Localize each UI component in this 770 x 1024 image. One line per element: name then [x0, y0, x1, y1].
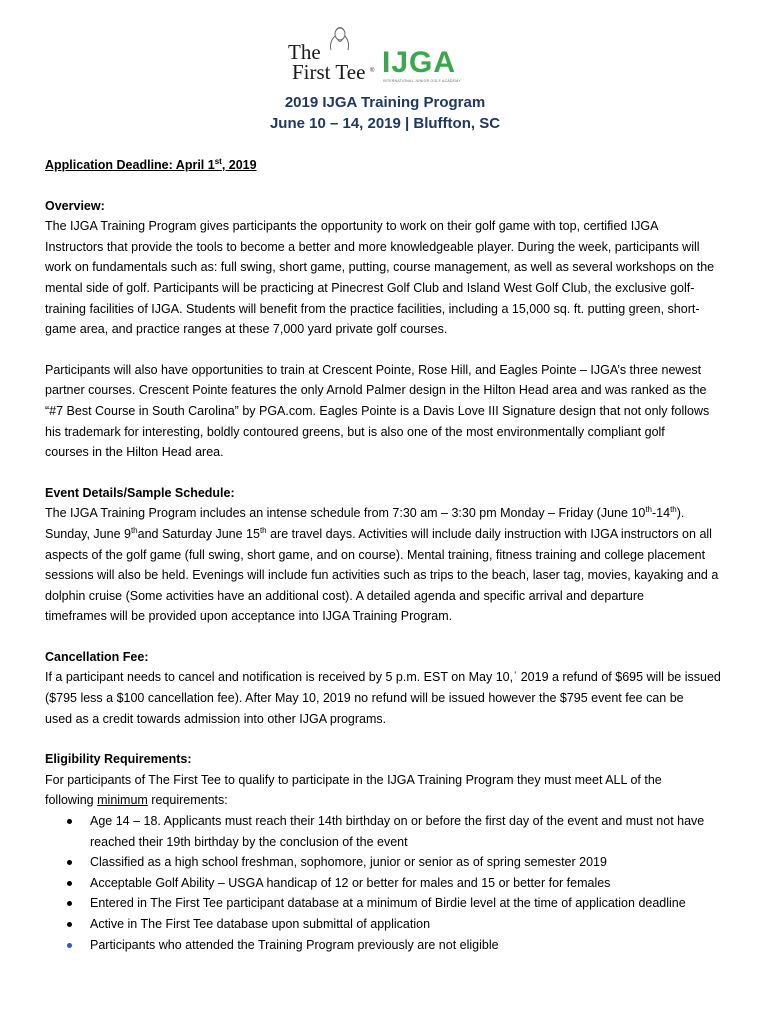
event-line: timeframes will be provided upon acceptance into IJGA Training Program. — [45, 609, 453, 624]
requirement-item: Participants who attended the Training Program previously are not eligible — [45, 935, 733, 956]
event-line: aspects of the golf game (full swing, short game, and on course). Mental training, fitness training and college placement — [45, 547, 706, 562]
overview-line: The IJGA Training Program gives participants the opportunity to work on their golf game with top, certified IJGA — [45, 219, 659, 234]
ijga-logo — [382, 48, 486, 88]
title-line-2: June 10 – 14, 2019 | Bluffton, SC — [269, 115, 501, 132]
overview-line: Instructors that provide the tools to become a better and more knowledgeable player. During the week, participants will — [45, 239, 700, 254]
cancellation-line: used as a credit towards admission into other IJGA programs. — [45, 711, 387, 726]
event-details-section — [45, 483, 733, 627]
ijga-wordmark: IJGA — [382, 46, 457, 79]
overview-line: training facilities of IJGA. Students will benefit from the practice facilities, including a 15,000 sq. ft. putting green, short- — [45, 301, 700, 316]
event-line: dolphin cruise (Some activities have an additional cost). A detailed agenda and specific arrival and departure — [45, 588, 644, 603]
eligibility-heading: Eligibility Requirements: — [45, 752, 192, 767]
application-deadline: Application Deadline: April 1st, 2019 — [45, 156, 257, 172]
overview-line: work on fundamentals such as: full swing, short game, putting, course management, as well as several workshops on the — [45, 260, 715, 275]
overview-line: “#7 Best Course in South Carolina” by PGA.com. Eagles Pointe is a Davis Love III Signature design that not only follows — [45, 403, 710, 418]
requirement-item: Age 14 – 18. Applicants must reach their 14th birthday on or before the first day of the event and must not have reached their 19th birthday by the conclusion of the event — [45, 811, 733, 852]
eligibility-section — [45, 749, 733, 955]
requirement-item: Acceptable Golf Ability – USGA handicap of 12 or better for males and 15 or better for females — [45, 873, 733, 894]
first-tee-word-the: The — [288, 40, 321, 64]
cancellation-heading: Cancellation Fee: — [45, 649, 149, 664]
cancellation-line: If a participant needs to cancel and notification is received by 5 p.m. EST on May 10,ˈ 2019 a refund of $695 will be issued — [45, 670, 721, 685]
event-details-heading: Event Details/Sample Schedule: — [45, 485, 235, 500]
eligibility-intro: following minimum requirements: — [45, 793, 228, 808]
overview-section — [45, 196, 733, 463]
overview-line: Participants will also have opportunities to train at Crescent Pointe, Rose Hill, and Eagles Pointe – IJGA’s three newest — [45, 362, 702, 377]
requirement-item: Entered in The First Tee participant database at a minimum of Birdie level at the time of application deadline — [45, 893, 733, 914]
requirements-list — [45, 811, 733, 955]
cancellation-section — [45, 647, 733, 729]
overview-line: game area, and practice ranges at these 7,000 yard private golf courses. — [45, 322, 448, 337]
event-line: The IJGA Training Program includes an intense schedule from 7:30 am – 3:30 pm Monday – Friday (June 10th-14th). — [45, 505, 685, 521]
document-title — [0, 92, 770, 134]
overview-heading: Overview: — [45, 198, 105, 213]
event-line: Sunday, June 9thand Saturday June 15th are travel days. Activities will include daily instruction with IJGA instructors on all — [45, 525, 712, 541]
overview-line: courses in the Hilton Head area. — [45, 445, 224, 460]
document-body — [45, 155, 733, 955]
cancellation-line: ($795 less a $100 cancellation fee). After May 10, 2019 no refund will be issued however the $795 event fee can be — [45, 691, 684, 706]
requirement-item: Active in The First Tee database upon submittal of application — [45, 914, 733, 935]
event-line: sessions will also be held. Evenings will include fun activities such as trips to the beach, laser tag, movies, kayaking and a — [45, 568, 719, 583]
registered-mark: ® — [370, 68, 375, 74]
title-line-1: 2019 IJGA Training Program — [284, 94, 486, 111]
the-first-tee-logo — [286, 24, 378, 86]
overview-line: partner courses. Crescent Pointe features the only Arnold Palmer design in the Hilton Head area and was ranked as the — [45, 383, 707, 398]
requirement-item: Classified as a high school freshman, sophomore, junior or senior as of spring semester 2019 — [45, 852, 733, 873]
first-tee-word-first-tee: First Tee — [292, 60, 366, 84]
ijga-tagline: INTERNATIONAL JUNIOR GOLF ACADEMY — [383, 79, 461, 83]
overview-line: mental side of golf. Participants will be practicing at Pinecrest Golf Club and Island West Golf Club, the exclusive golf- — [45, 280, 695, 295]
overview-line: his trademark for interesting, boldly contoured greens, but is also one of the most environmentally compliant golf — [45, 424, 665, 439]
header-logos — [286, 24, 486, 90]
eligibility-intro: For participants of The First Tee to qualify to participate in the IJGA Training Program they must meet ALL of the — [45, 772, 662, 787]
